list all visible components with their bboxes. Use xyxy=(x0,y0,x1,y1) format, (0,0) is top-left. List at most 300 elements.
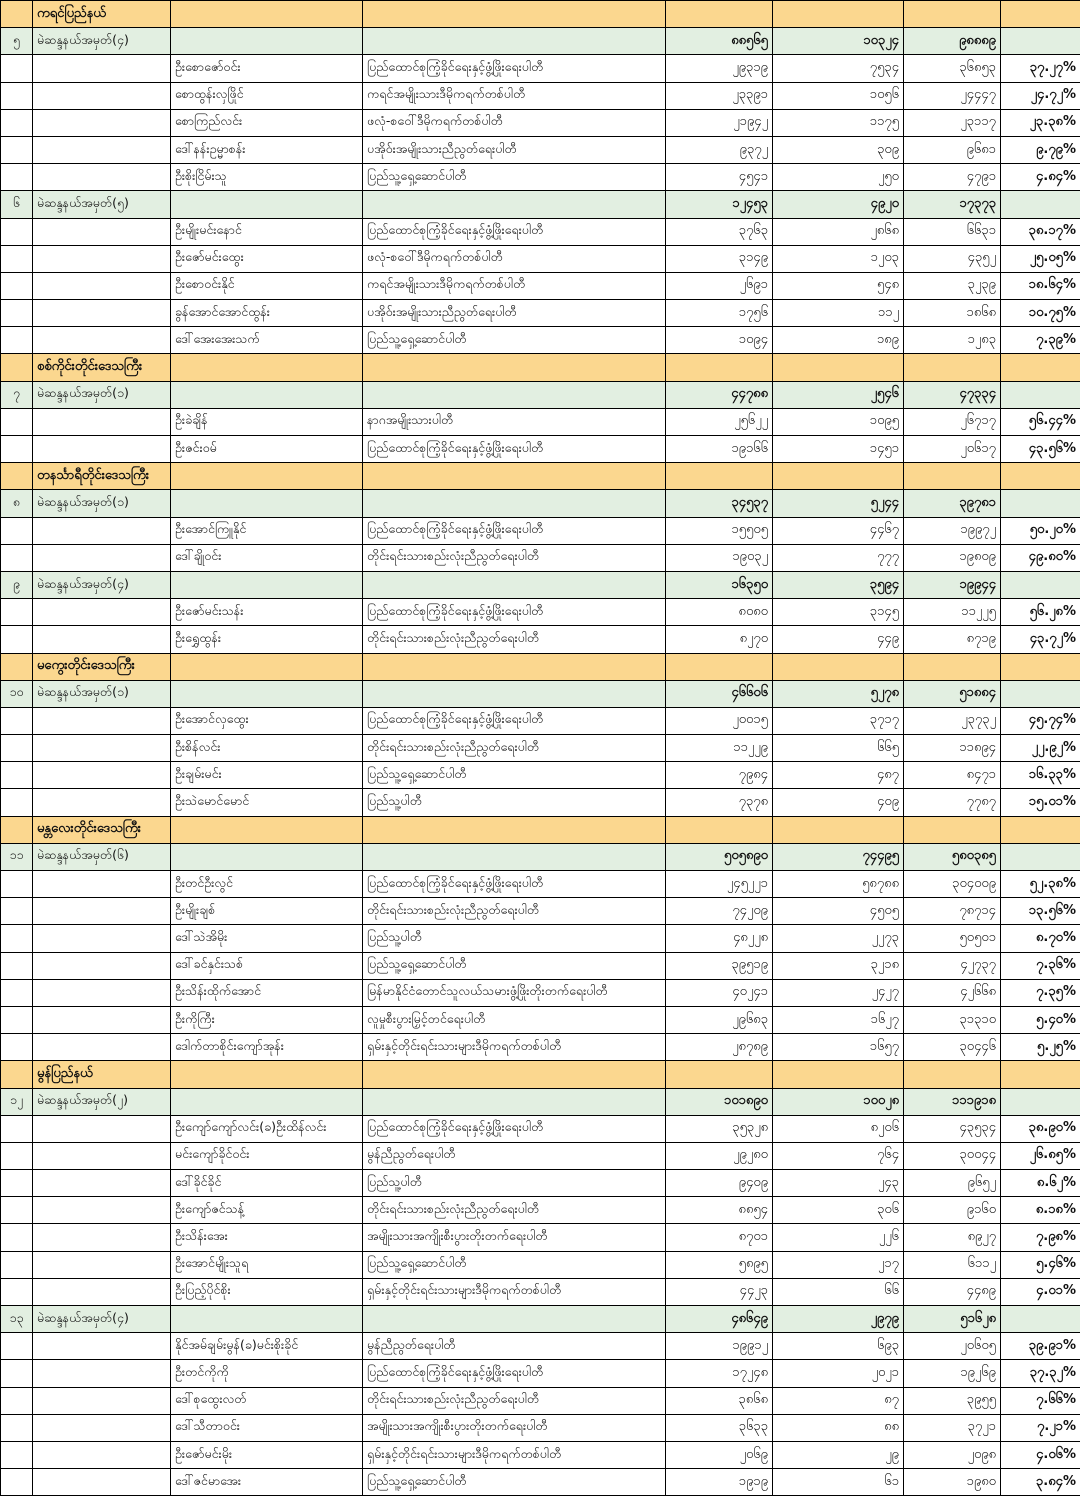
cell-constituency-label xyxy=(33,599,171,626)
candidate-row xyxy=(1,898,1080,925)
cell-row-number xyxy=(1,463,33,490)
cell-votes-total: ၄၄၈၉ xyxy=(904,1278,1001,1305)
cell-votes-2: ၃၅၉၄ xyxy=(773,571,904,598)
cell-votes-total: ၆၆၃၁ xyxy=(904,218,1001,245)
cell-percent: ၇.၉၈% xyxy=(1001,1224,1080,1251)
cell-votes-2 xyxy=(773,1061,904,1088)
cell-percent xyxy=(1001,1061,1080,1088)
cell-constituency-label xyxy=(33,517,171,544)
cell-votes-total: ၅၈၀၃၈၅ xyxy=(904,843,1001,870)
cell-constituency-label xyxy=(33,408,171,435)
cell-row-number xyxy=(1,1,33,28)
cell-votes-total: ၁၉၉၇၂ xyxy=(904,517,1001,544)
cell-percent xyxy=(1001,1,1080,28)
cell-percent: ၄.၀၆% xyxy=(1001,1441,1080,1468)
cell-row-number xyxy=(1,1034,33,1061)
candidate-row xyxy=(1,1224,1080,1251)
cell-votes-total: ၄၇၃၃၄ xyxy=(904,381,1001,408)
cell-row-number xyxy=(1,1006,33,1033)
cell-votes-1: ၉၃၇၂ xyxy=(666,136,773,163)
candidate-row xyxy=(1,1333,1080,1360)
cell-row-number xyxy=(1,1115,33,1142)
cell-candidate-name: ဦးမျိုးချစ် xyxy=(171,898,363,925)
cell-percent: ၇.၃၆% xyxy=(1001,952,1080,979)
cell-votes-total: ၈၄၇၁ xyxy=(904,762,1001,789)
cell-candidate-name: ဦးသဲမောင်မောင် xyxy=(171,789,363,816)
cell-constituency-label xyxy=(33,544,171,571)
cell-votes-2: ၂၀၂၁ xyxy=(773,1360,904,1387)
cell-percent: ၈.၆၂% xyxy=(1001,1170,1080,1197)
cell-party-name: ပြည်သူ့ရှေ့ဆောင်ပါတီ xyxy=(363,327,666,354)
cell-constituency-label xyxy=(33,735,171,762)
cell-party-name xyxy=(363,843,666,870)
cell-votes-total: ၉၁၆၀ xyxy=(904,1197,1001,1224)
cell-constituency-label xyxy=(33,327,171,354)
cell-votes-1: ၁၉၀၃၂ xyxy=(666,544,773,571)
cell-votes-total: ၃၀၄၀၀၉ xyxy=(904,871,1001,898)
cell-votes-2: ၂၈၆၈ xyxy=(773,218,904,245)
cell-party-name: အမျိုးသားအကျိုးစီးပွားတိုးတက်ရေးပါတီ xyxy=(363,1224,666,1251)
cell-votes-1: ၈၀၈၀ xyxy=(666,599,773,626)
cell-party-name: နာဂအမျိုးသားပါတီ xyxy=(363,408,666,435)
cell-votes-1 xyxy=(666,354,773,381)
cell-votes-total: ၃၀၀၄၄ xyxy=(904,1142,1001,1169)
cell-votes-2: ၁၆၂၇ xyxy=(773,1006,904,1033)
cell-candidate-name xyxy=(171,191,363,218)
candidate-row xyxy=(1,1006,1080,1033)
cell-votes-1: ၄၈၆၄၉ xyxy=(666,1306,773,1333)
cell-row-number xyxy=(1,1251,33,1278)
cell-row-number xyxy=(1,1387,33,1414)
cell-percent: ၈.၁၈% xyxy=(1001,1197,1080,1224)
cell-votes-total: ၅၁၆၂၈ xyxy=(904,1306,1001,1333)
cell-votes-1 xyxy=(666,1,773,28)
candidate-row xyxy=(1,300,1080,327)
cell-party-name: ပြည်သူ့ပါတီ xyxy=(363,789,666,816)
cell-constituency-label xyxy=(33,925,171,952)
cell-percent: ၃.၈၄% xyxy=(1001,1469,1080,1496)
cell-votes-total xyxy=(904,463,1001,490)
cell-candidate-name xyxy=(171,1,363,28)
cell-votes-total: ၃၉၇၈၁ xyxy=(904,490,1001,517)
region-header-row xyxy=(1,463,1080,490)
cell-votes-total: ၁၉၈၀ xyxy=(904,1469,1001,1496)
cell-candidate-name: ဦးကျော်ဇင်သန့် xyxy=(171,1197,363,1224)
cell-row-number xyxy=(1,762,33,789)
cell-votes-2: ၃၂၁၈ xyxy=(773,952,904,979)
cell-row-number xyxy=(1,1360,33,1387)
cell-constituency-label xyxy=(33,55,171,82)
cell-votes-total: ၃၇၂၁ xyxy=(904,1414,1001,1441)
cell-constituency-label: မဲဆန္ဒနယ်အမှတ်(၄) xyxy=(33,28,171,55)
cell-percent xyxy=(1001,1088,1080,1115)
candidate-row xyxy=(1,82,1080,109)
cell-votes-total: ၉၈၈၈၉ xyxy=(904,28,1001,55)
cell-votes-total: ၃၂၃၉ xyxy=(904,272,1001,299)
cell-candidate-name: ဦးစောဇော်ဝင်း xyxy=(171,55,363,82)
cell-votes-2: ၈၇ xyxy=(773,1387,904,1414)
cell-constituency-label: မဲဆန္ဒနယ်အမှတ်(၆) xyxy=(33,843,171,870)
cell-votes-total: ၉၆၈၁ xyxy=(904,136,1001,163)
cell-party-name: လူမှုစီးပွားမြှင့်တင်ရေးပါတီ xyxy=(363,1006,666,1033)
cell-party-name: ဖလုံ-စဝေါ်ဒီမိုကရက်တစ်ပါတီ xyxy=(363,245,666,272)
cell-votes-2 xyxy=(773,1,904,28)
cell-percent xyxy=(1001,354,1080,381)
cell-votes-total: ၂၀၉၈ xyxy=(904,1441,1001,1468)
cell-candidate-name: ဒေါ်ခင်နှင်းသစ် xyxy=(171,952,363,979)
candidate-row xyxy=(1,218,1080,245)
cell-percent: ၅၆.၄၄% xyxy=(1001,408,1080,435)
cell-votes-total: ၂၃၇၃၂ xyxy=(904,707,1001,734)
cell-votes-1: ၁၉၁၉ xyxy=(666,1469,773,1496)
cell-candidate-name xyxy=(171,463,363,490)
cell-votes-1: ၁၁၂၂၉ xyxy=(666,735,773,762)
cell-constituency-label xyxy=(33,109,171,136)
cell-votes-2: ၅၄၈ xyxy=(773,272,904,299)
cell-party-name: တိုင်းရင်းသားစည်းလုံးညီညွတ်ရေးပါတီ xyxy=(363,1387,666,1414)
cell-votes-1: ၁၂၄၅၃ xyxy=(666,191,773,218)
cell-constituency-label xyxy=(33,245,171,272)
cell-region-name: တနင်္သာရီတိုင်းဒေသကြီး xyxy=(33,463,171,490)
cell-votes-2: ၁၀၀၂၈ xyxy=(773,1088,904,1115)
cell-party-name: ရှမ်းနှင့်တိုင်းရင်းသားများဒီမိုကရက်တစ်ပါတီ xyxy=(363,1034,666,1061)
cell-votes-total: ၃၉၅၅ xyxy=(904,1387,1001,1414)
cell-candidate-name: စောထွန်းလှဖြိုင် xyxy=(171,82,363,109)
candidate-row xyxy=(1,1142,1080,1169)
cell-votes-2: ၂၄၂၇ xyxy=(773,979,904,1006)
cell-constituency-label xyxy=(33,218,171,245)
cell-constituency-label: မဲဆန္ဒနယ်အမှတ်(၅) xyxy=(33,191,171,218)
candidate-row xyxy=(1,599,1080,626)
cell-constituency-label xyxy=(33,1197,171,1224)
cell-votes-2 xyxy=(773,463,904,490)
cell-constituency-label xyxy=(33,1469,171,1496)
cell-votes-1: ၂၉၃၁၉ xyxy=(666,55,773,82)
cell-votes-2: ၅၂၄၄ xyxy=(773,490,904,517)
cell-votes-2: ၁၀၃၂၄ xyxy=(773,28,904,55)
cell-constituency-label xyxy=(33,952,171,979)
cell-candidate-name: ဦးတင်ကိုကို xyxy=(171,1360,363,1387)
constituency-total-row xyxy=(1,1088,1080,1115)
candidate-row xyxy=(1,626,1080,653)
candidate-row xyxy=(1,1469,1080,1496)
cell-votes-total: ၂၀၆၀၅ xyxy=(904,1333,1001,1360)
cell-party-name xyxy=(363,571,666,598)
cell-party-name: မွန်ညီညွတ်ရေးပါတီ xyxy=(363,1333,666,1360)
cell-row-number: ၁၂ xyxy=(1,1088,33,1115)
cell-candidate-name: ဒေါ်ခိုင်ခိုင် xyxy=(171,1170,363,1197)
candidate-row xyxy=(1,735,1080,762)
cell-votes-total: ၁၉၉၄၄ xyxy=(904,571,1001,598)
cell-party-name: ရှမ်းနှင့်တိုင်းရင်းသားများဒီမိုကရက်တစ်ပါတီ xyxy=(363,1441,666,1468)
cell-votes-1: ၂၉၂၈၀ xyxy=(666,1142,773,1169)
cell-percent xyxy=(1001,191,1080,218)
cell-party-name: ပြည်သူ့ရှေ့ဆောင်ပါတီ xyxy=(363,1469,666,1496)
cell-votes-2: ၄၀၉ xyxy=(773,789,904,816)
cell-percent xyxy=(1001,490,1080,517)
cell-row-number xyxy=(1,327,33,354)
cell-party-name xyxy=(363,680,666,707)
cell-percent: ၇.၂၁% xyxy=(1001,1414,1080,1441)
cell-votes-total: ၄၂၇၃၇ xyxy=(904,952,1001,979)
cell-row-number xyxy=(1,245,33,272)
cell-percent: ၃၈.၉၀% xyxy=(1001,1115,1080,1142)
cell-votes-2: ၁၆၅၇ xyxy=(773,1034,904,1061)
cell-row-number xyxy=(1,354,33,381)
candidate-row xyxy=(1,1414,1080,1441)
region-header-row xyxy=(1,653,1080,680)
cell-candidate-name: ဦးအောင်ကြူနိုင် xyxy=(171,517,363,544)
cell-candidate-name: ဒေါ်နန်းဥမ္မာစန်း xyxy=(171,136,363,163)
candidate-row xyxy=(1,136,1080,163)
cell-percent: ၅.၂၅% xyxy=(1001,1034,1080,1061)
cell-votes-1: ၁၀၉၄ xyxy=(666,327,773,354)
cell-row-number xyxy=(1,218,33,245)
cell-votes-2: ၆၁ xyxy=(773,1469,904,1496)
cell-constituency-label xyxy=(33,1441,171,1468)
cell-party-name: တိုင်းရင်းသားစည်းလုံးညီညွတ်ရေးပါတီ xyxy=(363,626,666,653)
cell-party-name: ပြည်ထောင်စုကြံ့ခိုင်ရေးနှင့်ဖွံ့ဖြိုးရေးပါတီ xyxy=(363,1360,666,1387)
constituency-total-row xyxy=(1,28,1080,55)
cell-region-name: မွန်ပြည်နယ် xyxy=(33,1061,171,1088)
cell-votes-2: ၃၀၆ xyxy=(773,1197,904,1224)
cell-candidate-name: စောကြည်လင်း xyxy=(171,109,363,136)
cell-percent: ၄၃.၅၆% xyxy=(1001,436,1080,463)
cell-votes-2: ၈၂၀၆ xyxy=(773,1115,904,1142)
constituency-total-row xyxy=(1,571,1080,598)
cell-percent: ၁၅.၀၁% xyxy=(1001,789,1080,816)
cell-candidate-name: ဒေါ်စုထွေးလတ် xyxy=(171,1387,363,1414)
cell-constituency-label: မဲဆန္ဒနယ်အမှတ်(၄) xyxy=(33,571,171,598)
cell-party-name: ပြည်သူ့ရှေ့ဆောင်ပါတီ xyxy=(363,952,666,979)
cell-row-number: ၇ xyxy=(1,381,33,408)
cell-percent: ၁၈.၆၄% xyxy=(1001,272,1080,299)
cell-row-number: ၁၃ xyxy=(1,1306,33,1333)
cell-candidate-name: ဒေါ်သဲအိမိုး xyxy=(171,925,363,952)
cell-candidate-name xyxy=(171,571,363,598)
cell-candidate-name: ဦးခဲချိန် xyxy=(171,408,363,435)
cell-constituency-label xyxy=(33,1170,171,1197)
cell-constituency-label xyxy=(33,707,171,734)
cell-candidate-name: ဦးချမ်းမင်း xyxy=(171,762,363,789)
cell-votes-1: ၂၉၆၈၃ xyxy=(666,1006,773,1033)
cell-candidate-name: နိုင်အမ်ချမ်းမွန်(ခ)မင်းစိုးခိုင် xyxy=(171,1333,363,1360)
candidate-row xyxy=(1,109,1080,136)
candidate-row xyxy=(1,327,1080,354)
cell-percent xyxy=(1001,463,1080,490)
cell-votes-total: ၁၉၂၆၉ xyxy=(904,1360,1001,1387)
cell-votes-1: ၈၂၇၀ xyxy=(666,626,773,653)
cell-constituency-label xyxy=(33,164,171,191)
cell-votes-1: ၁၅၅၀၅ xyxy=(666,517,773,544)
cell-percent: ၄၃.၇၂% xyxy=(1001,626,1080,653)
candidate-row xyxy=(1,164,1080,191)
cell-votes-total: ၅၁၈၈၄ xyxy=(904,680,1001,707)
candidate-row xyxy=(1,408,1080,435)
cell-constituency-label xyxy=(33,272,171,299)
cell-votes-total: ၄၃၅၂ xyxy=(904,245,1001,272)
cell-votes-1: ၂၈၇၈၉ xyxy=(666,1034,773,1061)
cell-votes-2: ၁၀၅၆ xyxy=(773,82,904,109)
cell-votes-2 xyxy=(773,354,904,381)
cell-votes-1: ၄၀၂၄၁ xyxy=(666,979,773,1006)
constituency-total-row xyxy=(1,191,1080,218)
cell-percent xyxy=(1001,680,1080,707)
cell-party-name: ပြည်ထောင်စုကြံ့ခိုင်ရေးနှင့်ဖွံ့ဖြိုးရေးပါတီ xyxy=(363,1115,666,1142)
cell-votes-1: ၃၈၆၈ xyxy=(666,1387,773,1414)
cell-party-name: မြန်မာနိုင်ငံတောင်သူလယ်သမားဖွံ့ဖြိုးတိုးတက်ရေးပါတီ xyxy=(363,979,666,1006)
cell-votes-2: ၂၄၃ xyxy=(773,1170,904,1197)
region-header-row xyxy=(1,1061,1080,1088)
cell-constituency-label xyxy=(33,1224,171,1251)
candidate-row xyxy=(1,436,1080,463)
cell-votes-2: ၄၉၂၀ xyxy=(773,191,904,218)
cell-percent: ၃၇.၃၂% xyxy=(1001,1360,1080,1387)
constituency-total-row xyxy=(1,680,1080,707)
cell-votes-total: ၁၁၁၉၁၈ xyxy=(904,1088,1001,1115)
cell-party-name: ပအိုဝ်းအမျိုးသားညီညွတ်ရေးပါတီ xyxy=(363,300,666,327)
cell-votes-total: ၃၆၈၅၃ xyxy=(904,55,1001,82)
cell-votes-1: ၄၄၇၈၈ xyxy=(666,381,773,408)
cell-votes-1: ၇၄၂၀၉ xyxy=(666,898,773,925)
cell-votes-total: ၃၁၃၁၀ xyxy=(904,1006,1001,1033)
cell-row-number xyxy=(1,952,33,979)
candidate-row xyxy=(1,1197,1080,1224)
cell-votes-1: ၄၈၂၂၈ xyxy=(666,925,773,952)
cell-region-name: စစ်ကိုင်းတိုင်းဒေသကြီး xyxy=(33,354,171,381)
cell-candidate-name: ဦးဇင်းဝမ် xyxy=(171,436,363,463)
cell-row-number xyxy=(1,164,33,191)
cell-percent: ၇.၆၆% xyxy=(1001,1387,1080,1414)
cell-votes-total: ၈၇၁၉ xyxy=(904,626,1001,653)
candidate-row xyxy=(1,1170,1080,1197)
cell-votes-2: ၁၁၇၅ xyxy=(773,109,904,136)
cell-votes-2 xyxy=(773,816,904,843)
cell-votes-1 xyxy=(666,816,773,843)
cell-constituency-label xyxy=(33,762,171,789)
cell-party-name xyxy=(363,381,666,408)
cell-percent xyxy=(1001,1306,1080,1333)
cell-candidate-name: ခွန်အောင်အောင်ထွန်း xyxy=(171,300,363,327)
cell-party-name: ပြည်ထောင်စုကြံ့ခိုင်ရေးနှင့်ဖွံ့ဖြိုးရေးပါတီ xyxy=(363,436,666,463)
cell-votes-1 xyxy=(666,1061,773,1088)
cell-constituency-label xyxy=(33,1333,171,1360)
cell-votes-total xyxy=(904,1,1001,28)
cell-votes-2: ၇၇၇ xyxy=(773,544,904,571)
cell-votes-1: ၈၈၅၆၅ xyxy=(666,28,773,55)
cell-candidate-name: ဦးအောင်လှထွေး xyxy=(171,707,363,734)
cell-row-number xyxy=(1,626,33,653)
cell-votes-1: ၁၉၁၆၆ xyxy=(666,436,773,463)
cell-constituency-label: မဲဆန္ဒနယ်အမှတ်(၄) xyxy=(33,1306,171,1333)
cell-votes-2: ၁၀၉၅ xyxy=(773,408,904,435)
cell-votes-2: ၄၄၆၇ xyxy=(773,517,904,544)
cell-candidate-name xyxy=(171,1088,363,1115)
constituency-total-row xyxy=(1,1306,1080,1333)
candidate-row xyxy=(1,789,1080,816)
cell-votes-2: ၂၉ xyxy=(773,1441,904,1468)
cell-votes-total: ၂၃၁၁၇ xyxy=(904,109,1001,136)
cell-votes-1: ၁၆၃၅၀ xyxy=(666,571,773,598)
cell-row-number xyxy=(1,979,33,1006)
results-table-body xyxy=(1,1,1080,1496)
region-header-row xyxy=(1,816,1080,843)
candidate-row xyxy=(1,55,1080,82)
cell-votes-total: ၁၉၈၀၉ xyxy=(904,544,1001,571)
candidate-row xyxy=(1,979,1080,1006)
cell-candidate-name: ဦးဇော်မင်းထွေး xyxy=(171,245,363,272)
cell-votes-total: ၁၈၆၈ xyxy=(904,300,1001,327)
cell-candidate-name: ဒေါက်တာစိုင်းကျော်အုန်း xyxy=(171,1034,363,1061)
cell-row-number xyxy=(1,408,33,435)
cell-votes-total: ၄၂၆၆၈ xyxy=(904,979,1001,1006)
candidate-row xyxy=(1,544,1080,571)
cell-percent: ၁၆.၃၃% xyxy=(1001,762,1080,789)
cell-percent: ၅၆.၂၈% xyxy=(1001,599,1080,626)
cell-votes-total xyxy=(904,1061,1001,1088)
cell-party-name: အမျိုးသားအကျိုးစီးပွားတိုးတက်ရေးပါတီ xyxy=(363,1414,666,1441)
cell-party-name: ပြည်ထောင်စုကြံ့ခိုင်ရေးနှင့်ဖွံ့ဖြိုးရေးပါတီ xyxy=(363,517,666,544)
cell-row-number xyxy=(1,109,33,136)
cell-percent: ၁၃.၅၆% xyxy=(1001,898,1080,925)
cell-votes-total: ၉၆၅၂ xyxy=(904,1170,1001,1197)
cell-percent: ၄.၈၄% xyxy=(1001,164,1080,191)
cell-row-number: ၆ xyxy=(1,191,33,218)
cell-party-name: ပြည်သူ့ပါတီ xyxy=(363,1170,666,1197)
cell-row-number xyxy=(1,82,33,109)
cell-votes-1: ၂၁၉၄၂ xyxy=(666,109,773,136)
cell-votes-2: ၂၅၀ xyxy=(773,164,904,191)
cell-votes-1: ၅၀၅၈၉၀ xyxy=(666,843,773,870)
candidate-row xyxy=(1,1387,1080,1414)
cell-percent xyxy=(1001,571,1080,598)
region-header-row xyxy=(1,1,1080,28)
cell-row-number xyxy=(1,599,33,626)
cell-votes-2: ၁၈၉ xyxy=(773,327,904,354)
cell-candidate-name: ဒေါ်သီတာဝင်း xyxy=(171,1414,363,1441)
cell-candidate-name xyxy=(171,653,363,680)
cell-percent: ၂၂.၉၂% xyxy=(1001,735,1080,762)
cell-votes-1: ၇၃၇၈ xyxy=(666,789,773,816)
cell-party-name: ဖလုံ-စဝေါ်ဒီမိုကရက်တစ်ပါတီ xyxy=(363,109,666,136)
cell-row-number xyxy=(1,1197,33,1224)
cell-party-name: တိုင်းရင်းသားစည်းလုံးညီညွတ်ရေးပါတီ xyxy=(363,544,666,571)
cell-row-number xyxy=(1,735,33,762)
cell-row-number xyxy=(1,1333,33,1360)
cell-candidate-name: ဦးစိန်လင်း xyxy=(171,735,363,762)
cell-votes-total: ၄၇၉၁ xyxy=(904,164,1001,191)
constituency-total-row xyxy=(1,843,1080,870)
cell-percent: ၅.၄၀% xyxy=(1001,1006,1080,1033)
cell-votes-1: ၂၅၆၂၂ xyxy=(666,408,773,435)
cell-percent: ၂၄.၇၂% xyxy=(1001,82,1080,109)
cell-party-name: ပြည်သူ့ရှေ့ဆောင်ပါတီ xyxy=(363,762,666,789)
cell-votes-total: ၆၁၁၂ xyxy=(904,1251,1001,1278)
cell-percent: ၃၇.၂၇% xyxy=(1001,55,1080,82)
cell-votes-total: ၂၆၇၁၇ xyxy=(904,408,1001,435)
cell-party-name: မွန်ညီညွတ်ရေးပါတီ xyxy=(363,1142,666,1169)
cell-party-name xyxy=(363,463,666,490)
cell-percent xyxy=(1001,381,1080,408)
cell-row-number xyxy=(1,1061,33,1088)
cell-percent xyxy=(1001,653,1080,680)
cell-votes-total: ၂၄၄၄၇ xyxy=(904,82,1001,109)
cell-constituency-label xyxy=(33,1387,171,1414)
cell-votes-2: ၅၂၇၈ xyxy=(773,680,904,707)
cell-votes-total: ၁၁၈၉၄ xyxy=(904,735,1001,762)
cell-region-name: ကရင်ပြည်နယ် xyxy=(33,1,171,28)
cell-row-number: ၁၁ xyxy=(1,843,33,870)
